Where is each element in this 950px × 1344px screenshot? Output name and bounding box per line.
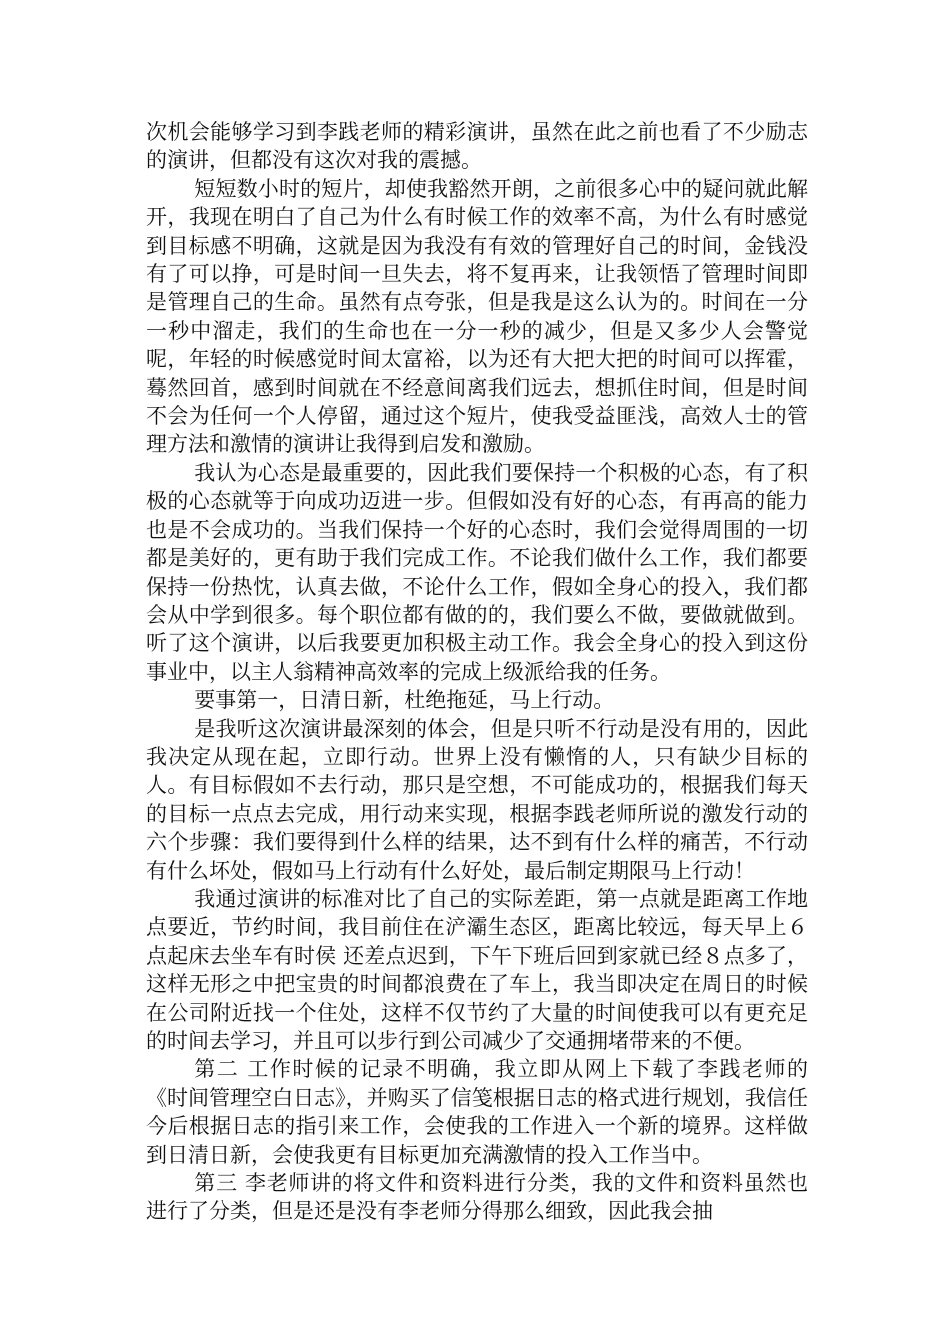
paragraph-point-one: 我通过演讲的标准对比了自己的实际差距，第一点就是距离工作地点要近，节约时间，我目前住在浐灞生态区，距离比较远，每天早上６点起床去坐车有时侯 还差点迟到，下午下班后回到家就已经８点多了，这样无形之中把宝贵的时间都浪费在了车上，我当即决定在周日的时候在公司附近找一个住处，这样不仅节约了大量的时间使我可以有更充足的时间去学习，并且可以步行到公司减少了交通拥堵带来的不便。: [146, 886, 808, 1053]
paragraph-mindset: 我认为心态是最重要的，因此我们要保持一个积极的心态，有了积极的心态就等于向成功迈进一步。但假如没有好的心态，有再高的能力也是不会成功的。当我们保持一个好的心态时，我们会觉得周围的一切都是美好的，更有助于我们完成工作。不论我们做什么工作，我们都要保持一份热忱，认真去做，不论什么工作，假如全身心的投入，我们都会从中学到很多。每个职位都有做的的，我们要么不做，要做就做到。听了这个演讲，以后我要更加积极主动工作。我会全身心的投入到这份事业中，以主人翁精神高效率的完成上级派给我的任务。: [146, 460, 808, 684]
paragraph-motto: 要事第一，日清日新，杜绝拖延，马上行动。: [194, 688, 615, 713]
document-body: [146, 118, 808, 1226]
paragraph-take-action: 是我听这次演讲最深刻的体会，但是只听不行动是没有用的，因此我决定从现在起，立即行动。世界上没有懒惰的人，只有缺少目标的人。有目标假如不去行动，那只是空想，不可能成功的，根据我们每天的目标一点点去完成，用行动来实现，根据李践老师所说的激发行动的六个步骤：我们要得到什么样的结果，达不到有什么样的痛苦，不行动有什么坏处，假如马上行动有什么好处，最后制定期限马上行动！: [146, 716, 808, 883]
paragraph-point-two: 第二 工作时候的记录不明确，我立即从网上下载了李践老师的《时间管理空白日志》，并购买了信笺根据日志的格式进行规划，我信任今后根据日志的指引来工作，会使我的工作进入一个新的境界。这样做到日清日新，会使我更有目标更加充满激情的投入工作当中。: [146, 1057, 808, 1167]
paragraph-point-three: 第三 李老师讲的将文件和资料进行分类，我的文件和资料虽然也进行了分类，但是还是没有李老师分得那么细致，因此我会抽: [146, 1171, 808, 1224]
paragraph-continuation: 次机会能够学习到李践老师的精彩演讲，虽然在此之前也看了不少励志的演讲，但都没有这次对我的震撼。: [146, 120, 808, 173]
paragraph-short-film-reflection: 短短数小时的短片，却使我豁然开朗，之前很多心中的疑问就此解开，我现在明白了自己为什么有时候工作的效率不高，为什么有时感觉到目标感不明确，这就是因为我没有有效的管理好自己的时间，金钱没有了可以挣，可是时间一旦失去，将不复再来，让我领悟了管理时间即是管理自己的生命。虽然有点夸张，但是我是这么认为的。时间在一分一秒中溜走，我们的生命也在一分一秒的减少，但是又多少人会警觉呢，年轻的时候感觉时间太富裕，以为还有大把大把的时间可以挥霍，蓦然回首，感到时间就在不经意间离我们远去，想抓住时间，但是时间不会为任何一个人停留，通过这个短片，使我受益匪浅，高效人士的管理方法和激情的演讲让我得到启发和激励。: [146, 176, 808, 457]
